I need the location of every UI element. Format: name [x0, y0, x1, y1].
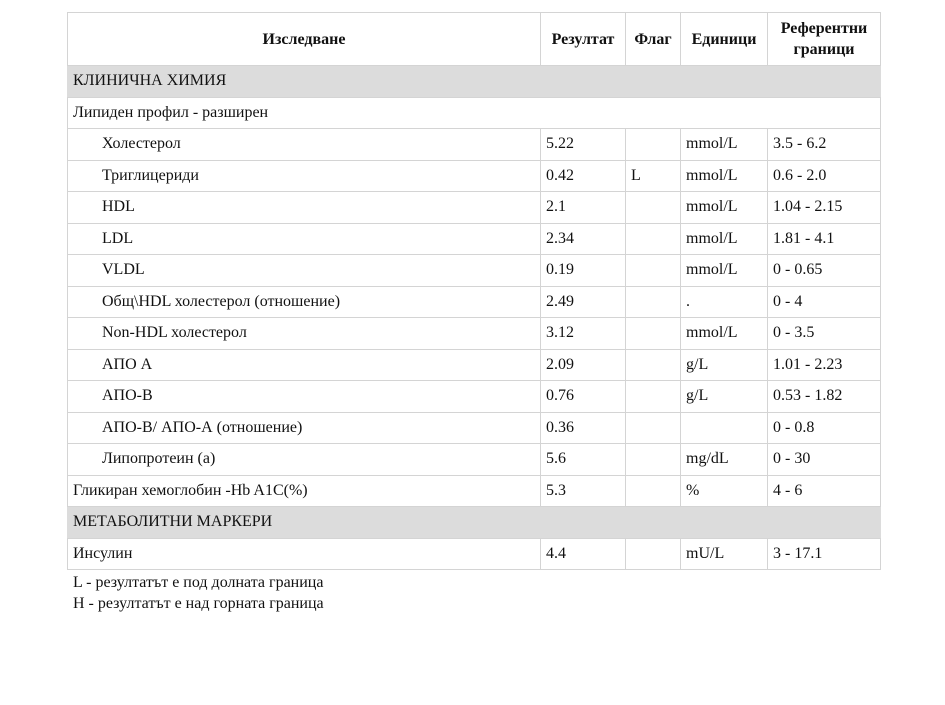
group-row-lipid-profile	[68, 97, 881, 129]
test-name: АПО-В	[68, 381, 541, 413]
test-flag	[626, 349, 681, 381]
table-row	[68, 255, 881, 287]
test-flag	[626, 286, 681, 318]
test-units: %	[681, 475, 768, 507]
test-name: Липопротеин (а)	[68, 444, 541, 476]
test-name: Триглицериди	[68, 160, 541, 192]
test-reference: 3.5 - 6.2	[768, 129, 881, 161]
test-reference: 0 - 0.8	[768, 412, 881, 444]
test-result: 2.34	[541, 223, 626, 255]
test-result: 4.4	[541, 538, 626, 570]
test-flag	[626, 412, 681, 444]
test-flag	[626, 475, 681, 507]
test-name: LDL	[68, 223, 541, 255]
test-reference: 0.53 - 1.82	[768, 381, 881, 413]
table-row	[68, 286, 881, 318]
legend-low: L - резултатът е под долната граница	[73, 574, 324, 591]
test-units: mmol/L	[681, 129, 768, 161]
test-name: Инсулин	[68, 538, 541, 570]
test-flag: L	[626, 160, 681, 192]
test-result: 5.22	[541, 129, 626, 161]
test-result: 0.36	[541, 412, 626, 444]
test-name: HDL	[68, 192, 541, 224]
test-result: 5.3	[541, 475, 626, 507]
test-flag	[626, 255, 681, 287]
column-header-units: Единици	[681, 13, 768, 66]
test-reference: 0 - 0.65	[768, 255, 881, 287]
test-units: mg/dL	[681, 444, 768, 476]
column-header-test: Изследване	[68, 13, 541, 66]
test-flag	[626, 444, 681, 476]
section-title: МЕТАБОЛИТНИ МАРКЕРИ	[68, 507, 881, 539]
table-row	[68, 223, 881, 255]
test-result: 2.49	[541, 286, 626, 318]
table-row	[68, 538, 881, 570]
table-row	[68, 412, 881, 444]
test-reference: 4 - 6	[768, 475, 881, 507]
test-name: Общ\HDL холестерол (отношение)	[68, 286, 541, 318]
test-reference: 3 - 17.1	[768, 538, 881, 570]
test-result: 2.09	[541, 349, 626, 381]
column-header-flag: Флаг	[626, 13, 681, 66]
test-units: mmol/L	[681, 160, 768, 192]
test-result: 0.42	[541, 160, 626, 192]
table-row	[68, 160, 881, 192]
flag-legend	[73, 572, 324, 614]
test-units: g/L	[681, 349, 768, 381]
test-units: .	[681, 286, 768, 318]
section-title: КЛИНИЧНА ХИМИЯ	[68, 66, 881, 98]
group-title: Липиден профил - разширен	[68, 97, 881, 129]
table-row	[68, 129, 881, 161]
test-result: 0.76	[541, 381, 626, 413]
column-header-reference: Референтни граници	[768, 13, 881, 66]
test-flag	[626, 381, 681, 413]
test-result: 3.12	[541, 318, 626, 350]
test-flag	[626, 318, 681, 350]
test-result: 2.1	[541, 192, 626, 224]
table-row	[68, 318, 881, 350]
table-header-row	[68, 13, 881, 66]
table-row	[68, 475, 881, 507]
test-units: mmol/L	[681, 318, 768, 350]
test-units: mmol/L	[681, 192, 768, 224]
test-reference: 0.6 - 2.0	[768, 160, 881, 192]
test-flag	[626, 129, 681, 161]
test-reference: 0 - 4	[768, 286, 881, 318]
section-row-metabolic-markers	[68, 507, 881, 539]
test-name: Non-HDL холестерол	[68, 318, 541, 350]
test-reference: 1.81 - 4.1	[768, 223, 881, 255]
section-row-clinical-chemistry	[68, 66, 881, 98]
table-row	[68, 381, 881, 413]
legend-high: H - резултатът е над горната граница	[73, 595, 324, 612]
table-row	[68, 444, 881, 476]
test-result: 0.19	[541, 255, 626, 287]
test-result: 5.6	[541, 444, 626, 476]
test-units: mmol/L	[681, 255, 768, 287]
test-units: mmol/L	[681, 223, 768, 255]
test-reference: 0 - 3.5	[768, 318, 881, 350]
column-header-result: Резултат	[541, 13, 626, 66]
test-name: Холестерол	[68, 129, 541, 161]
test-units: mU/L	[681, 538, 768, 570]
table-row	[68, 349, 881, 381]
test-name: VLDL	[68, 255, 541, 287]
test-flag	[626, 192, 681, 224]
test-reference: 1.04 - 2.15	[768, 192, 881, 224]
test-units: g/L	[681, 381, 768, 413]
lab-results-table	[67, 12, 881, 570]
test-name: АПО-В/ АПО-А (отношение)	[68, 412, 541, 444]
test-reference: 0 - 30	[768, 444, 881, 476]
test-reference: 1.01 - 2.23	[768, 349, 881, 381]
test-name: Гликиран хемоглобин -Hb A1C(%)	[68, 475, 541, 507]
test-name: АПО А	[68, 349, 541, 381]
test-units	[681, 412, 768, 444]
table-row	[68, 192, 881, 224]
test-flag	[626, 223, 681, 255]
test-flag	[626, 538, 681, 570]
